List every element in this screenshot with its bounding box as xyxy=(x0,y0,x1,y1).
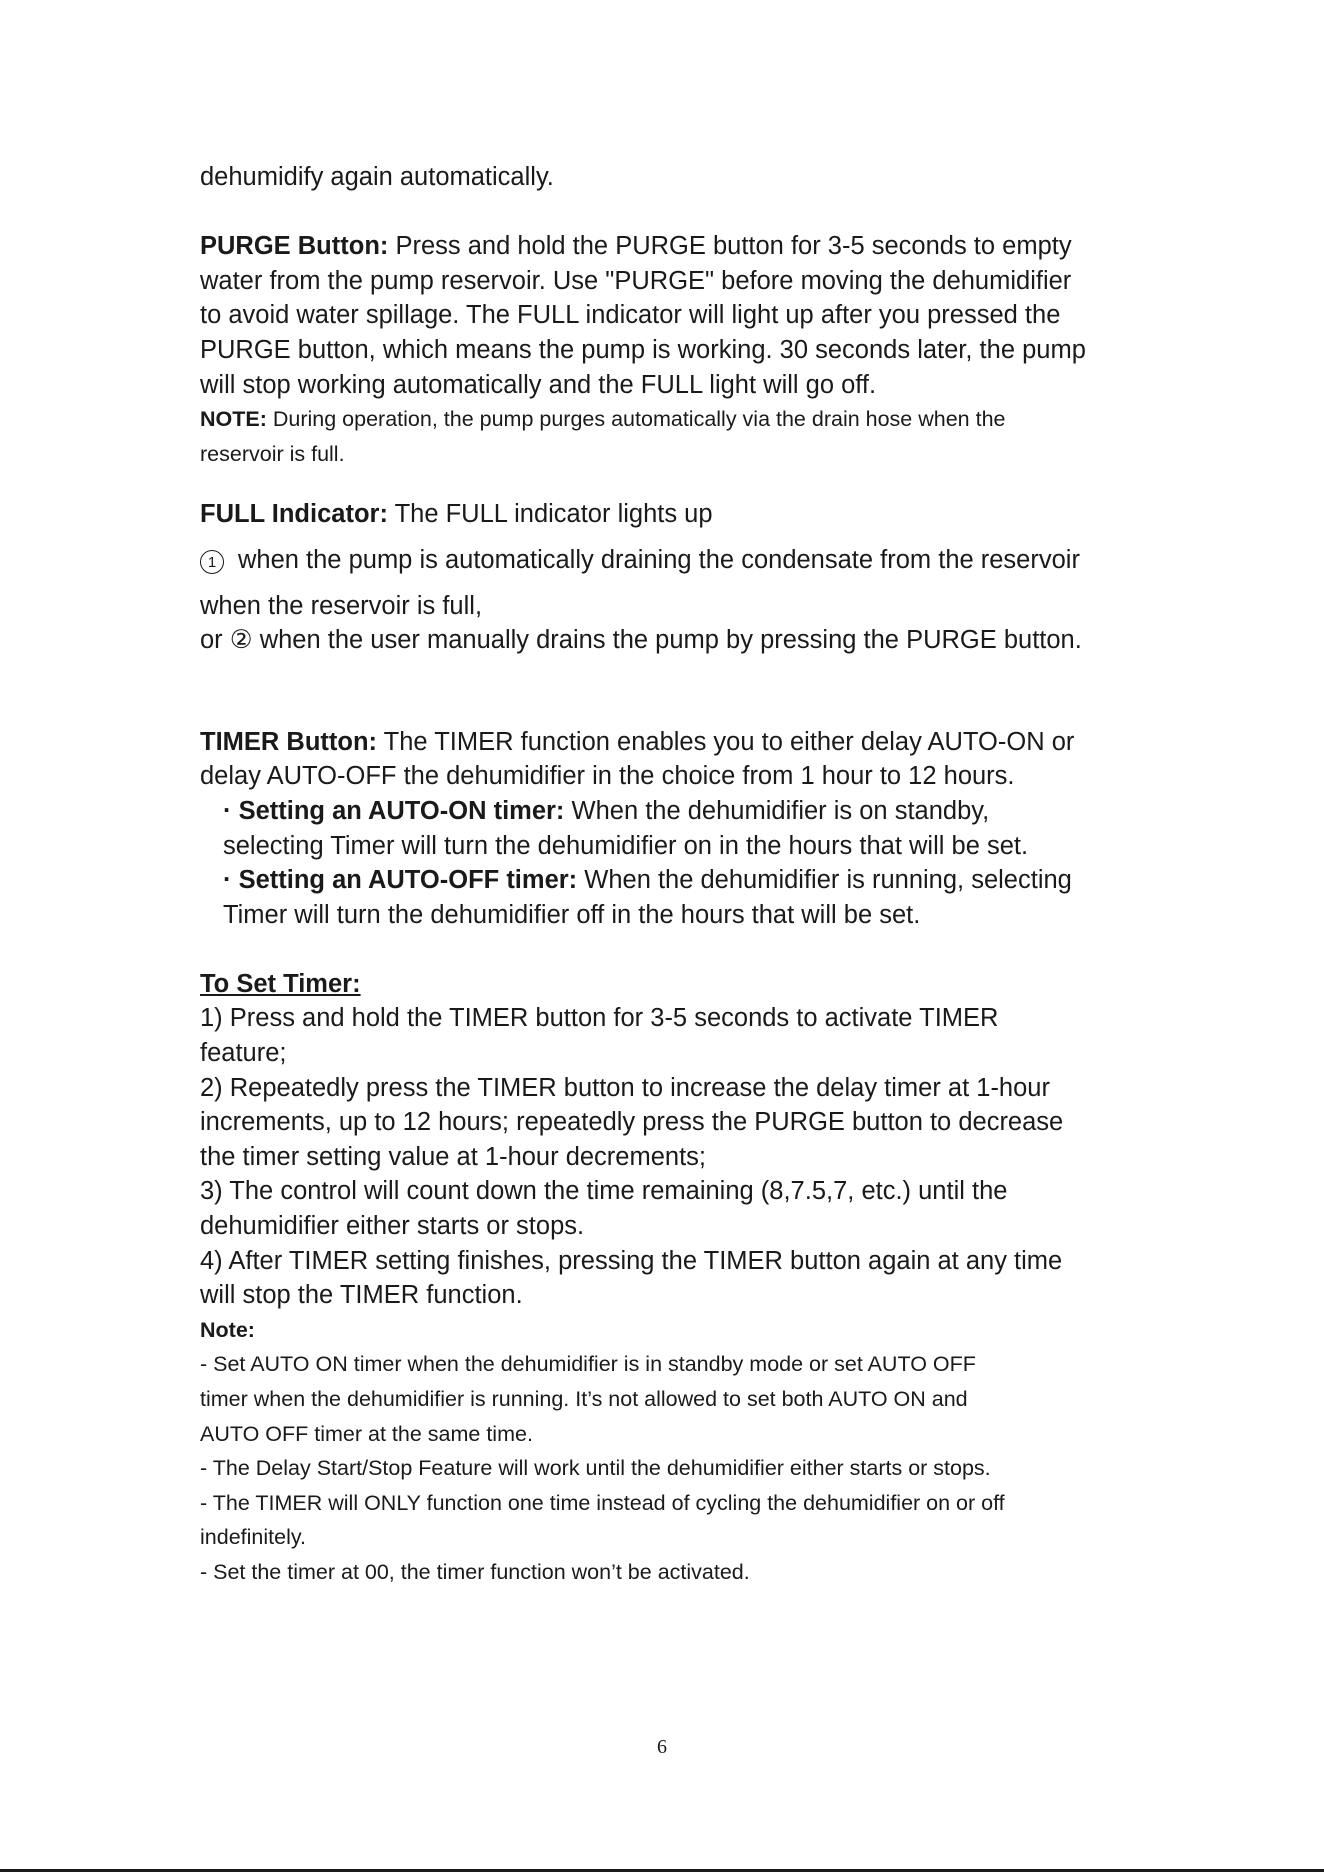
set-timer-step-line: 1) Press and hold the TIMER button for 3-5 seconds to activate TIMER xyxy=(200,1004,999,1033)
circled-number-one: 1 xyxy=(200,550,224,574)
set-timer-note-line: - Set AUTO ON timer when the dehumidifier is in standby mode or set AUTO OFF xyxy=(200,1352,976,1377)
full-item-1-text-2: when the reservoir is full, xyxy=(200,591,483,620)
purge-first-line xyxy=(200,229,1130,264)
purge-note-text-2: reservoir is full. xyxy=(200,441,345,466)
set-timer-step-line: 2) Repeatedly press the TIMER button to increase the delay timer at 1-hour xyxy=(200,1073,1050,1102)
set-timer-note-line: timer when the dehumidifier is running. It’s not allowed to set both AUTO ON and xyxy=(200,1387,968,1411)
purge-text-1: Press and hold the PURGE button for 3-5 seconds to empty xyxy=(388,232,1072,261)
purge-text-4: PURGE button, which means the pump is working. 30 seconds later, the pump xyxy=(200,335,1086,364)
timer-bullet-1-label: · Setting an AUTO-ON timer: xyxy=(223,796,565,825)
set-timer-note-line: - Set the timer at 00, the timer function won’t be activated. xyxy=(200,1559,750,1584)
timer-bullet-1-text-2: selecting Timer will turn the dehumidifier on in the hours that will be set. xyxy=(223,831,1029,860)
set-timer-note-line: - The TIMER will ONLY function one time instead of cycling the dehumidifier on or off xyxy=(200,1490,1005,1515)
continuation-line: dehumidify again automatically. xyxy=(200,163,554,191)
purge-heading: PURGE Button: xyxy=(200,232,389,261)
page-content xyxy=(200,160,1130,1590)
purge-text-2: water from the pump reservoir. Use "PURGE" before moving the dehumidifier xyxy=(200,266,1072,295)
timer-section xyxy=(200,725,1130,933)
full-text-1: The FULL indicator lights up xyxy=(387,500,713,529)
set-timer-step-line: 3) The control will count down the time remaining (8,7.5,7, etc.) until the xyxy=(200,1177,1008,1206)
set-timer-heading-text: To Set Timer: xyxy=(200,969,361,998)
full-section xyxy=(200,497,1130,657)
timer-text-2: delay AUTO-OFF the dehumidifier in the choice from 1 hour to 12 hours. xyxy=(200,762,1015,791)
timer-bullet-2-text-2: Timer will turn the dehumidifier off in the hours that will be set. xyxy=(223,900,921,929)
timer-text-1: The TIMER function enables you to either delay AUTO-ON or xyxy=(377,727,1075,756)
page-number: 6 xyxy=(657,1736,667,1758)
set-timer-note-line: AUTO OFF timer at the same time. xyxy=(200,1421,533,1446)
set-timer-step-line: dehumidifier either starts or stops. xyxy=(200,1212,585,1241)
full-item-1-text: when the pump is automatically draining the condensate from the reservoir xyxy=(238,545,1080,574)
set-timer-note-line: - The Delay Start/Stop Feature will work until the dehumidifier either starts or stops. xyxy=(200,1456,991,1481)
timer-bullet-1 xyxy=(200,794,1130,829)
full-first-line xyxy=(200,497,1130,532)
set-timer-step-line: feature; xyxy=(200,1039,287,1068)
purge-section xyxy=(200,229,1130,471)
purge-note-first-line xyxy=(200,402,1130,437)
set-timer-step-line: increments, up to 12 hours; repeatedly press the PURGE button to decrease xyxy=(200,1108,1064,1137)
set-timer-step-line: the timer setting value at 1-hour decrements; xyxy=(200,1142,707,1171)
set-timer-note-label: Note: xyxy=(200,1317,255,1342)
timer-bullet-2-label: · Setting an AUTO-OFF timer: xyxy=(223,866,578,895)
set-timer-step-line: will stop the TIMER function. xyxy=(200,1281,523,1310)
set-timer-step-line: 4) After TIMER setting finishes, pressing the TIMER button again at any time xyxy=(200,1246,1063,1275)
timer-first-line xyxy=(200,725,1130,760)
timer-bullet-1-text: When the dehumidifier is on standby, xyxy=(564,796,990,825)
full-item-2: or ② when the user manually drains the pump by pressing the PURGE button. xyxy=(200,626,1082,655)
set-timer-heading xyxy=(200,967,1130,1002)
purge-text-3: to avoid water spillage. The FULL indicator will light up after you pressed the xyxy=(200,301,1061,330)
timer-bullet-2-text: When the dehumidifier is running, selecting xyxy=(577,866,1072,895)
full-item-1 xyxy=(200,543,1130,578)
purge-note-text-1: During operation, the pump purges automatically via the drain hose when the xyxy=(266,407,1006,432)
set-timer-section xyxy=(200,967,1130,1590)
timer-bullet-2 xyxy=(200,863,1130,898)
set-timer-note-line: indefinitely. xyxy=(200,1525,306,1550)
purge-note-label: NOTE: xyxy=(200,407,267,432)
purge-text-5: will stop working automatically and the FULL light will go off. xyxy=(200,370,877,399)
timer-heading: TIMER Button: xyxy=(200,727,378,756)
full-heading: FULL Indicator: xyxy=(200,500,388,529)
